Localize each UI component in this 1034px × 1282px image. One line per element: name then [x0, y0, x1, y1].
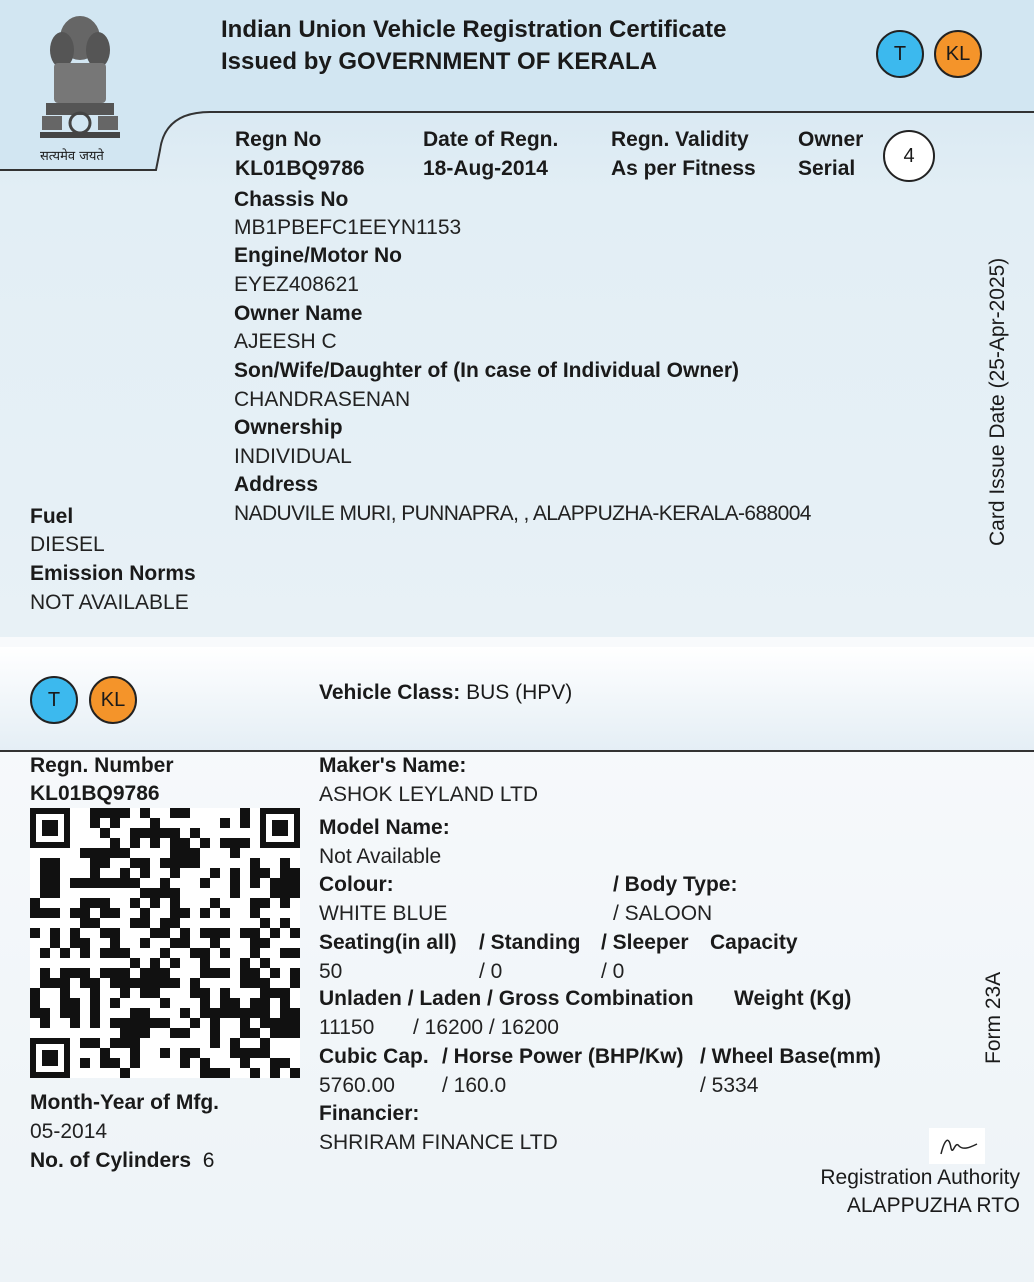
wheel-base-value: / 5334	[700, 1074, 759, 1097]
chassis-value: MB1PBEFC1EEYN1153	[234, 216, 462, 239]
financier-label: Financier:	[319, 1102, 420, 1125]
validity-value: As per Fitness	[611, 157, 756, 180]
fuel-label: Fuel	[30, 505, 74, 528]
standing-label: / Standing	[479, 931, 581, 954]
date-of-regn-label: Date of Regn.	[423, 128, 559, 151]
badge-kl-bottom: KL	[89, 676, 137, 724]
badge-t: T	[876, 30, 924, 78]
regn-no-label: Regn No	[235, 128, 322, 151]
cylinders	[30, 1147, 214, 1175]
laden-gross-weight-value: / 16200 / 16200	[413, 1016, 559, 1039]
body-type-value: / SALOON	[613, 902, 713, 925]
chassis-label: Chassis No	[234, 188, 349, 211]
seating-label: Seating(in all)	[319, 931, 457, 954]
weight-unit-label: Weight (Kg)	[734, 987, 852, 1010]
vehicle-class	[319, 681, 572, 705]
validity-label: Regn. Validity	[611, 128, 749, 151]
mfg-label: Month-Year of Mfg.	[30, 1091, 219, 1114]
sleeper-value: / 0	[601, 960, 625, 983]
regn-no-value: KL01BQ9786	[235, 157, 365, 180]
regn-number-value: KL01BQ9786	[30, 782, 160, 805]
maker-value: ASHOK LEYLAND LTD	[319, 783, 539, 806]
unladen-weight-value: 11150	[319, 1016, 375, 1039]
owner-serial-badge: 4	[883, 130, 935, 182]
relation-value: CHANDRASENAN	[234, 388, 411, 411]
horse-power-label: / Horse Power (BHP/Kw)	[442, 1045, 684, 1068]
certificate-title: Indian Union Vehicle Registration Certificate	[221, 16, 727, 43]
issuer-title: Issued by GOVERNMENT OF KERALA	[221, 48, 658, 75]
ownership-value: INDIVIDUAL	[234, 445, 352, 468]
form-number: Form 23A	[982, 971, 1005, 1064]
badge-t-bottom: T	[30, 676, 78, 724]
model-value: Not Available	[319, 845, 442, 868]
capacity-label: Capacity	[710, 931, 798, 954]
weight-label: Unladen / Laden / Gross Combination	[319, 987, 694, 1010]
fuel-value: DIESEL	[30, 533, 105, 556]
qr-code	[30, 808, 300, 1078]
owner-name-label: Owner Name	[234, 302, 363, 325]
vehicle-class-label: Vehicle Class:	[319, 681, 461, 704]
cylinders-value: 6	[202, 1149, 215, 1172]
rc-front-card	[0, 0, 1034, 637]
cylinders-label: No. of Cylinders	[30, 1149, 192, 1172]
registration-authority	[820, 1164, 1020, 1220]
seating-value: 50	[319, 960, 343, 983]
colour-value: WHITE BLUE	[319, 902, 448, 925]
ownership-label: Ownership	[234, 416, 343, 439]
address-label: Address	[234, 473, 319, 496]
engine-label: Engine/Motor No	[234, 244, 402, 267]
emblem-motto: सत्यमेव जयते	[40, 149, 104, 164]
card-issue-date: Card Issue Date (25-Apr-2025)	[986, 257, 1009, 546]
horse-power-value: / 160.0	[442, 1074, 507, 1097]
maker-label: Maker's Name:	[319, 754, 467, 777]
badge-kl: KL	[934, 30, 982, 78]
vehicle-class-value: BUS (HPV)	[466, 681, 573, 704]
financier-value: SHRIRAM FINANCE LTD	[319, 1131, 558, 1154]
owner-label: Owner	[798, 128, 864, 151]
engine-value: EYEZ408621	[234, 273, 359, 296]
regn-number-label: Regn. Number	[30, 754, 174, 777]
date-of-regn-value: 18-Aug-2014	[423, 157, 548, 180]
mfg-value: 05-2014	[30, 1120, 108, 1143]
body-type-label: / Body Type:	[613, 873, 738, 896]
cubic-value: 5760.00	[319, 1074, 395, 1097]
authority-value: ALAPPUZHA RTO	[846, 1194, 1020, 1217]
emission-label: Emission Norms	[30, 562, 196, 585]
model-label: Model Name:	[319, 816, 450, 839]
serial-label: Serial	[798, 157, 856, 180]
standing-value: / 0	[479, 960, 503, 983]
owner-name-value: AJEESH C	[234, 330, 337, 353]
wheel-base-label: / Wheel Base(mm)	[700, 1045, 881, 1068]
emission-value: NOT AVAILABLE	[30, 591, 189, 614]
sleeper-label: / Sleeper	[601, 931, 689, 954]
authority-label: Registration Authority	[820, 1166, 1020, 1189]
address-value: NADUVILE MURI, PUNNAPRA, , ALAPPUZHA-KERALA-688004	[234, 502, 811, 525]
colour-label: Colour:	[319, 873, 394, 896]
relation-label: Son/Wife/Daughter of (In case of Individual Owner)	[234, 359, 740, 382]
signature-icon	[929, 1128, 985, 1164]
cubic-label: Cubic Cap.	[319, 1045, 429, 1068]
ashoka-emblem-icon	[32, 8, 128, 148]
